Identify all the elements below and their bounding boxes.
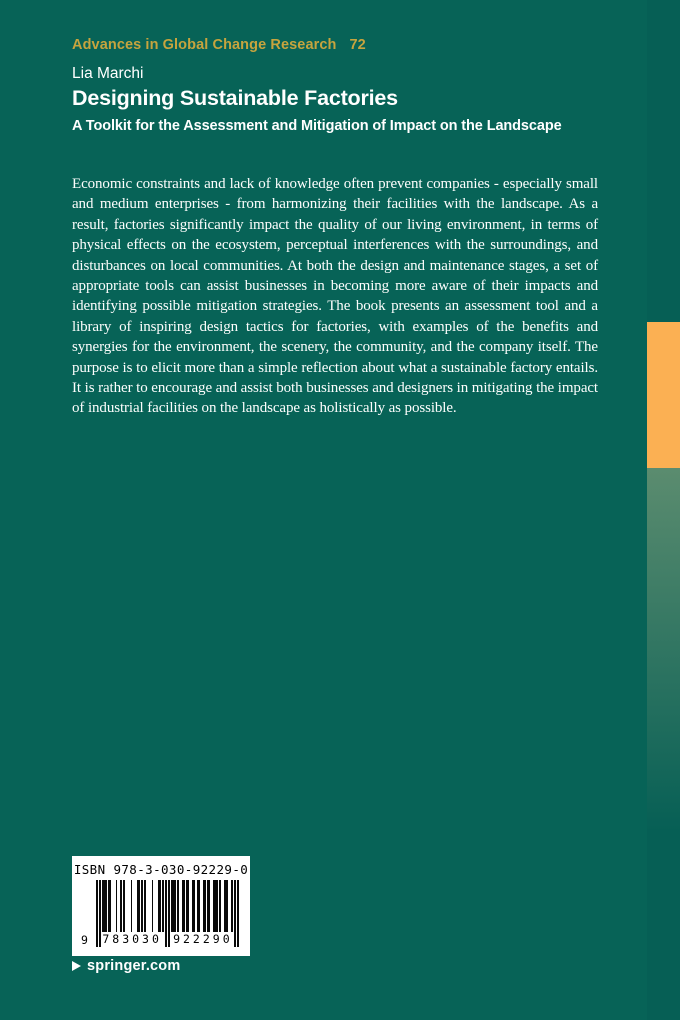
back-cover-blurb: Economic constraints and lack of knowledge often prevent companies - especially small and medium enterprises - from harmonizing their facilities with the landscape. As a result, factories significantly impact the quality of our living environment, in terms of physical effects on the ecosystem, perceptual interferences with the surroundings, and disturbances on local communities. At both the design and maintenance stages, a set of appropriate tools can assist businesses in becoming more aware of their impacts and identifying possible mitigation strategies. The book presents an assessment tool and a library of inspiring design tactics for factories, with examples of the benefits and synergies for the environment, the scenery, the community, and the company itself. The purpose is to elicit more than a simple reflection about what a sustainable factory entails. It is rather to encourage and assist both businesses and designers in mitigating the impact of industrial facilities on the landscape as holistically as possible. xyxy=(72,176,598,417)
barcode-bars xyxy=(96,880,239,947)
accent-orange-block xyxy=(647,322,680,468)
author-name: Lia Marchi xyxy=(72,65,144,82)
ean-first-digit: 9 xyxy=(81,933,88,947)
publisher-url: springer.com xyxy=(87,958,181,974)
right-triangle-icon xyxy=(72,961,81,971)
publisher-link xyxy=(72,956,180,976)
book-subtitle: A Toolkit for the Assessment and Mitigation of Impact on the Landscape xyxy=(72,118,562,134)
series-volume: 72 xyxy=(349,37,366,53)
book-title: Designing Sustainable Factories xyxy=(72,86,398,110)
ean-digits-left: 783030 xyxy=(102,932,162,946)
series-name: Advances in Global Change Research xyxy=(72,37,337,53)
ean-digits-right: 922290 xyxy=(173,932,233,946)
isbn-label: ISBN 978-3-030-92229-0 xyxy=(73,862,249,877)
barcode-bar xyxy=(237,880,239,947)
accent-sage-block xyxy=(647,468,680,832)
isbn-barcode xyxy=(72,856,250,956)
series-title xyxy=(72,37,366,53)
